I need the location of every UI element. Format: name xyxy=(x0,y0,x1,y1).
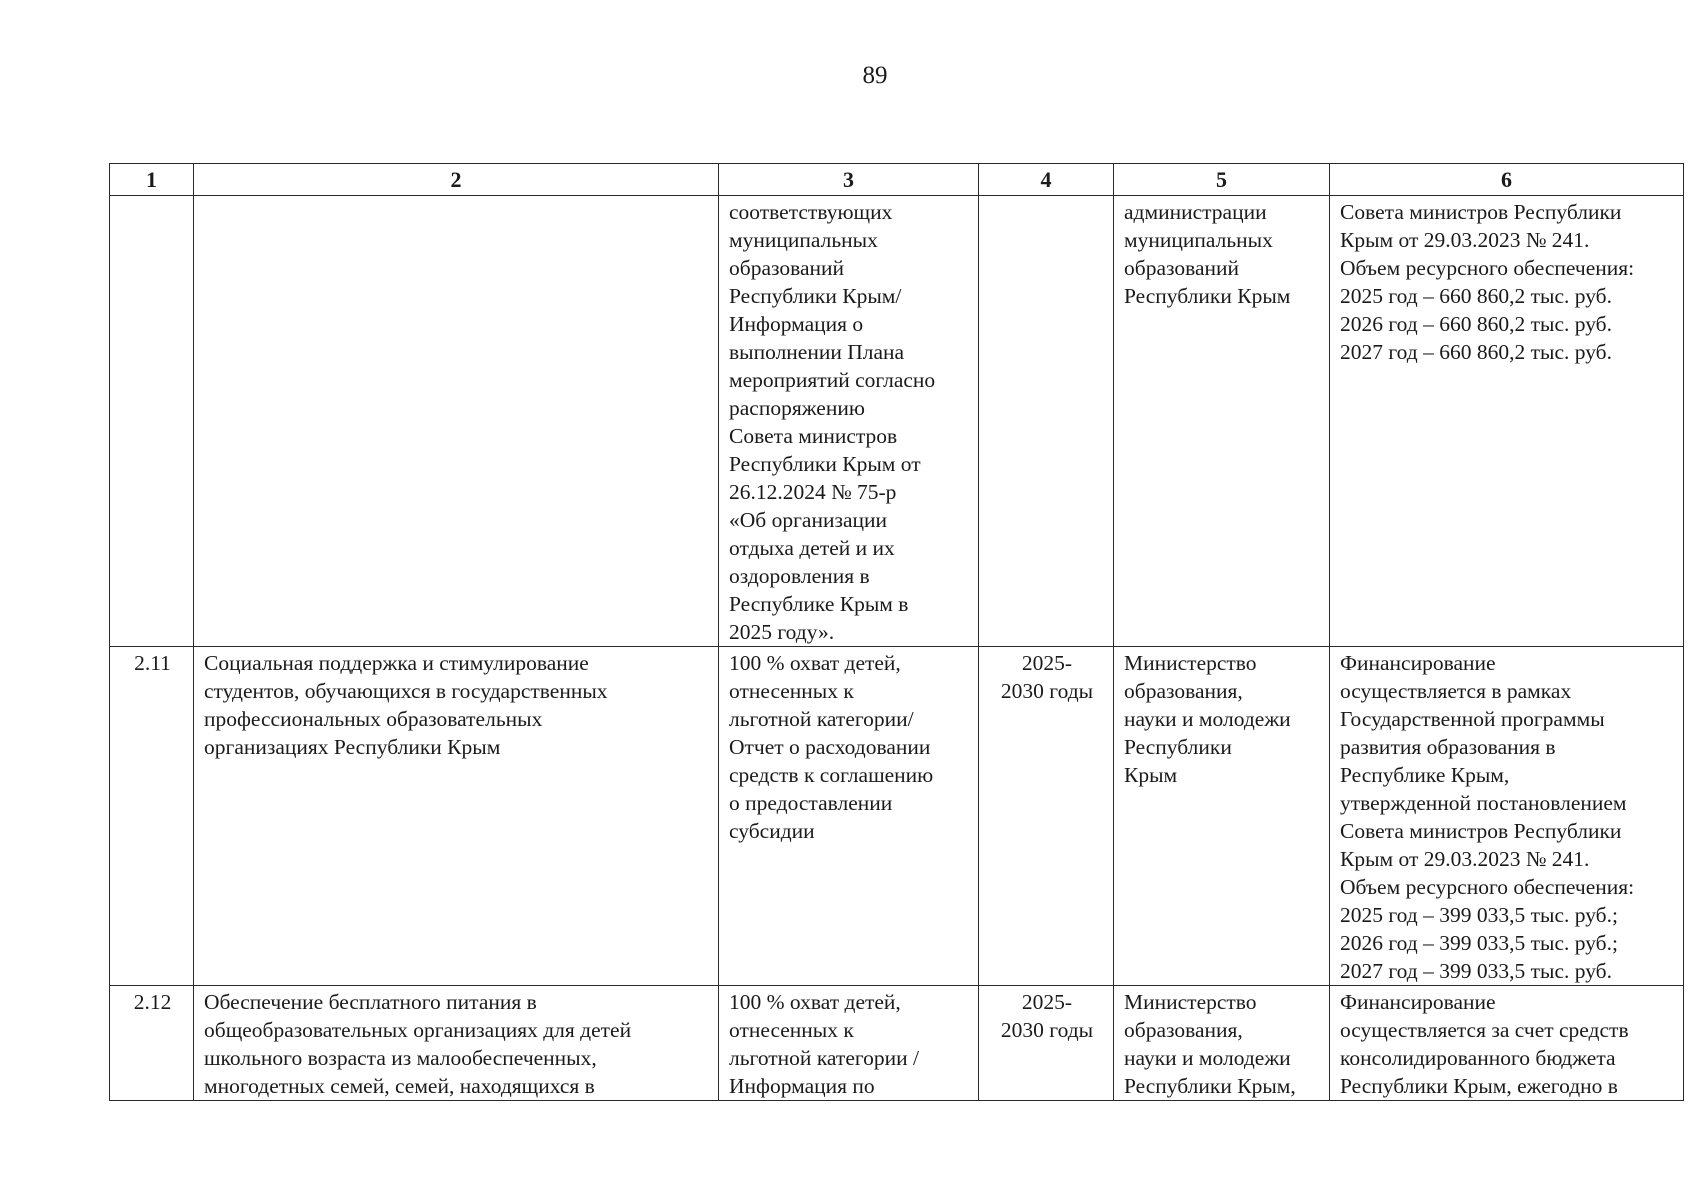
cell-line: Крым от 29.03.2023 № 241. xyxy=(1340,847,1590,871)
cell-line: Финансирование xyxy=(1340,651,1496,675)
cell-line: Республики Крым от xyxy=(729,452,921,476)
header-row xyxy=(110,164,1684,196)
page-number: 89 xyxy=(862,62,888,89)
executor-cell xyxy=(1114,986,1330,1101)
header-cell-6: 6 xyxy=(1330,164,1684,196)
cell-line: Совета министров xyxy=(729,424,898,448)
cell-line: Республики xyxy=(1124,735,1232,759)
funding-cell xyxy=(1330,196,1684,647)
cell-line: осуществляется в рамках xyxy=(1340,679,1572,703)
cell-line: Отчет о расходовании xyxy=(729,735,931,759)
cell-line: 2025 году». xyxy=(729,620,835,644)
row-number-cell: 2.12 xyxy=(110,986,194,1101)
cell-line: о предоставлении xyxy=(729,791,893,815)
measure-name-cell xyxy=(194,986,719,1101)
cell-line: Республики Крым, xyxy=(1124,1074,1296,1098)
cell-line: распоряжению xyxy=(729,396,865,420)
cell-line: утвержденной постановлением xyxy=(1340,791,1627,815)
cell-line: 2025 год – 399 033,5 тыс. руб.; xyxy=(1340,903,1618,927)
cell-line: 2030 годы xyxy=(1000,679,1094,703)
executor-cell xyxy=(1114,647,1330,986)
header-cell-3: 3 xyxy=(719,164,979,196)
funding-cell xyxy=(1330,986,1684,1101)
cell-line: отдыха детей и их xyxy=(729,536,895,560)
cell-line: 2025 год – 660 860,2 тыс. руб. xyxy=(1340,284,1612,308)
cell-line: студентов, обучающихся в государственных xyxy=(204,679,608,703)
measure-name-cell xyxy=(194,196,719,647)
cell-line: профессиональных образовательных xyxy=(204,707,543,731)
indicator-cell xyxy=(719,647,979,986)
cell-line: образований xyxy=(729,256,845,280)
header-cell-1: 1 xyxy=(110,164,194,196)
cell-line: Информация по xyxy=(729,1074,875,1098)
cell-line: образования, xyxy=(1124,1018,1243,1042)
table-row xyxy=(110,647,1684,986)
cell-line: школьного возраста из малообеспеченных, xyxy=(204,1046,597,1070)
period-cell xyxy=(979,196,1114,647)
cell-line: Министерство xyxy=(1124,651,1257,675)
cell-line: развития образования в xyxy=(1340,735,1556,759)
indicator-cell xyxy=(719,986,979,1101)
cell-line: Министерство xyxy=(1124,990,1257,1014)
cell-line: 100 % охват детей, xyxy=(729,990,901,1014)
executor-cell xyxy=(1114,196,1330,647)
row-number-cell: 2.11 xyxy=(110,647,194,986)
cell-line: 2025- xyxy=(1021,990,1073,1014)
cell-line: образования, xyxy=(1124,679,1243,703)
row-number-cell xyxy=(110,196,194,647)
cell-line: Совета министров Республики xyxy=(1340,200,1622,224)
cell-line: организациях Республики Крым xyxy=(204,735,501,759)
cell-line: 2026 год – 660 860,2 тыс. руб. xyxy=(1340,312,1612,336)
cell-line: 100 % охват детей, xyxy=(729,651,901,675)
cell-line: общеобразовательных организациях для детей xyxy=(204,1018,632,1042)
cell-line: Крым от 29.03.2023 № 241. xyxy=(1340,228,1590,252)
cell-line: Республике Крым в xyxy=(729,592,909,616)
cell-line: оздоровления в xyxy=(729,564,870,588)
cell-line: 2027 год – 660 860,2 тыс. руб. xyxy=(1340,340,1612,364)
cell-line: 2025- xyxy=(1021,651,1073,675)
header-cell-2: 2 xyxy=(194,164,719,196)
cell-line: Республики Крым xyxy=(1124,284,1291,308)
cell-line: льготной категории/ xyxy=(729,707,914,731)
cell-line: Объем ресурсного обеспечения: xyxy=(1340,875,1635,899)
cell-line: субсидии xyxy=(729,819,815,843)
cell-line: отнесенных к xyxy=(729,1018,854,1042)
cell-line: 2030 годы xyxy=(1000,1018,1094,1042)
cell-line: Социальная поддержка и стимулирование xyxy=(204,651,589,675)
indicator-cell xyxy=(719,196,979,647)
cell-line: Финансирование xyxy=(1340,990,1496,1014)
cell-line: Государственной программы xyxy=(1340,707,1605,731)
header-cell-5: 5 xyxy=(1114,164,1330,196)
period-cell xyxy=(979,986,1114,1101)
cell-line: науки и молодежи xyxy=(1124,707,1291,731)
cell-line: 2027 год – 399 033,5 тыс. руб. xyxy=(1340,959,1612,983)
table-row xyxy=(110,986,1684,1101)
cell-line: «Об организации xyxy=(729,508,888,532)
cell-line: Информация о xyxy=(729,312,864,336)
cell-line: мероприятий согласно xyxy=(729,368,936,392)
cell-line: образований xyxy=(1124,256,1240,280)
table-row xyxy=(110,196,1684,647)
cell-line: науки и молодежи xyxy=(1124,1046,1291,1070)
cell-line: многодетных семей, семей, находящихся в xyxy=(204,1074,595,1098)
cell-line: Республике Крым, xyxy=(1340,763,1510,787)
cell-line: 26.12.2024 № 75-р xyxy=(729,480,897,504)
cell-line: Крым xyxy=(1124,763,1178,787)
cell-line: Республики Крым, ежегодно в xyxy=(1340,1074,1618,1098)
cell-line: соответствующих xyxy=(729,200,893,224)
cell-line: Обеспечение бесплатного питания в xyxy=(204,990,537,1014)
cell-line: муниципальных xyxy=(729,228,878,252)
cell-line: консолидированного бюджета xyxy=(1340,1046,1616,1070)
cell-line: Республики Крым/ xyxy=(729,284,902,308)
period-cell xyxy=(979,647,1114,986)
cell-line: 2026 год – 399 033,5 тыс. руб.; xyxy=(1340,931,1618,955)
cell-line: льготной категории / xyxy=(729,1046,920,1070)
cell-line: Объем ресурсного обеспечения: xyxy=(1340,256,1635,280)
cell-line: администрации xyxy=(1124,200,1267,224)
header-cell-4: 4 xyxy=(979,164,1114,196)
cell-line: осуществляется за счет средств xyxy=(1340,1018,1629,1042)
funding-cell xyxy=(1330,647,1684,986)
cell-line: Совета министров Республики xyxy=(1340,819,1622,843)
measures-table xyxy=(109,163,1684,1101)
measure-name-cell xyxy=(194,647,719,986)
cell-line: отнесенных к xyxy=(729,679,854,703)
cell-line: муниципальных xyxy=(1124,228,1273,252)
cell-line: выполнении Плана xyxy=(729,340,905,364)
cell-line: средств к соглашению xyxy=(729,763,934,787)
